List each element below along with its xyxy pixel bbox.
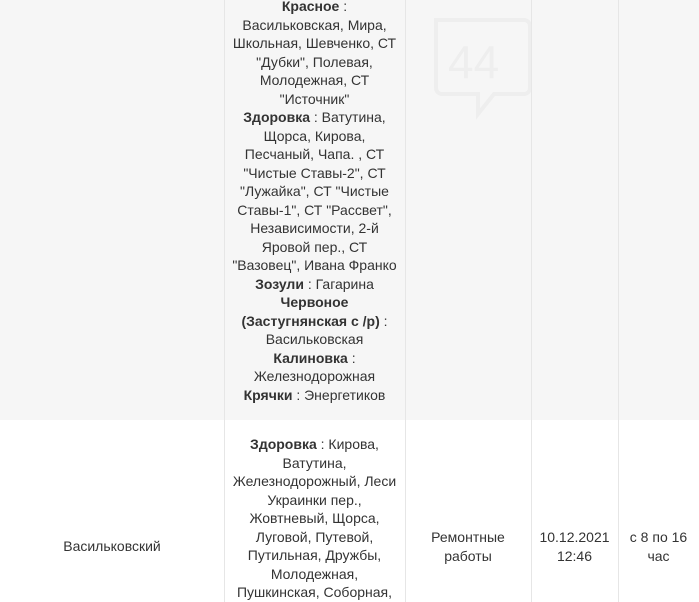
street-line xyxy=(230,349,399,368)
date-cell xyxy=(531,528,618,565)
village-name: Червоное xyxy=(280,294,349,310)
street-line xyxy=(230,435,399,454)
street-line xyxy=(230,108,399,127)
village-name: (Застугнянская с /р) xyxy=(241,312,380,329)
street-line xyxy=(230,238,399,257)
date-value: 10.12.2021 xyxy=(539,529,610,545)
district-cell xyxy=(0,537,224,556)
street-list: Луговой, Путевой, xyxy=(255,528,374,545)
street-list: Молодежная, xyxy=(270,565,359,582)
street-line xyxy=(230,16,399,35)
street-list: Песчаный, Чапа. , СТ xyxy=(244,146,385,162)
street-list: Ставы-1", СТ "Рассвет", xyxy=(237,201,392,218)
street-line xyxy=(230,546,399,565)
street-line xyxy=(230,583,399,602)
street-list: "Лужайка", СТ "Чистые xyxy=(240,183,389,199)
street-list: Жовтневый, Щорса, xyxy=(249,510,380,526)
street-line xyxy=(230,164,399,183)
street-line xyxy=(230,472,399,491)
street-line xyxy=(230,565,399,584)
street-line xyxy=(230,90,399,109)
outage-time-line: с 8 по 16 xyxy=(629,529,688,545)
watermark-logo xyxy=(428,14,699,134)
street-list: Пушкинская, Соборная, xyxy=(236,584,393,600)
street-line xyxy=(230,53,399,72)
reason-line: работы xyxy=(444,547,492,564)
street-list: : xyxy=(347,349,356,366)
street-list: Молодежная, СТ xyxy=(259,72,370,88)
streets-cell xyxy=(224,435,405,602)
street-list: Путильная, Дружбы, xyxy=(247,547,382,563)
street-list: Ватутина, xyxy=(282,454,347,471)
village-name: Зозули xyxy=(255,275,304,292)
street-line xyxy=(230,71,399,90)
street-list: Украинки пер., xyxy=(267,491,362,508)
village-name: Красное xyxy=(281,0,340,14)
street-list: : Гагарина xyxy=(303,275,374,292)
column-divider xyxy=(618,0,619,420)
street-line xyxy=(230,367,399,386)
column-divider xyxy=(531,0,532,420)
street-line xyxy=(230,293,399,312)
outage-time-cell xyxy=(618,528,699,565)
district-name: Васильковский xyxy=(63,538,161,554)
reason-cell xyxy=(405,528,531,565)
column-divider xyxy=(405,420,406,602)
street-list: Железнодорожный, Леси xyxy=(232,473,397,489)
table-row xyxy=(0,420,699,602)
street-line xyxy=(230,509,399,528)
street-list: "Вазовец", Ивана Франко xyxy=(232,257,397,273)
street-line xyxy=(230,34,399,53)
street-line xyxy=(230,330,399,349)
street-line xyxy=(230,386,399,405)
street-line xyxy=(230,0,399,16)
street-list: Независимости, 2-й xyxy=(250,220,379,236)
street-list: "Дубки", Полевая, xyxy=(256,53,373,70)
street-list: : Кирова, xyxy=(316,436,379,452)
street-line xyxy=(230,201,399,220)
street-list: Щорса, Кирова, xyxy=(263,127,366,144)
street-list: : Ватутина, xyxy=(310,109,386,125)
street-line xyxy=(230,219,399,238)
street-list: : Энергетиков xyxy=(292,386,386,403)
street-list: : xyxy=(379,312,388,329)
street-list: "Источник" xyxy=(279,90,350,107)
outage-time-line: час xyxy=(647,547,670,564)
column-divider xyxy=(405,0,406,420)
time-value: 12:46 xyxy=(556,547,593,564)
village-name: Калиновка xyxy=(273,349,348,366)
street-line xyxy=(230,491,399,510)
street-line xyxy=(230,454,399,473)
street-line xyxy=(230,528,399,547)
street-list: Железнодорожная xyxy=(253,368,376,384)
street-list: Васильковская, Мира, xyxy=(242,16,387,33)
street-list: Яровой пер., СТ xyxy=(261,238,368,255)
village-name: Здоровка xyxy=(250,436,317,452)
reason-line: Ремонтные xyxy=(431,529,505,545)
street-list: : xyxy=(339,0,348,14)
watermark-number: 44 xyxy=(448,36,500,88)
village-name: Здоровка xyxy=(243,109,310,125)
village-name: Крячки xyxy=(243,386,293,403)
street-line xyxy=(230,127,399,146)
streets-cell xyxy=(224,0,405,404)
street-line xyxy=(230,256,399,275)
street-line xyxy=(230,275,399,294)
column-divider xyxy=(531,420,532,602)
column-divider xyxy=(618,420,619,602)
street-line xyxy=(230,182,399,201)
street-list: Васильковская xyxy=(265,331,364,347)
street-list: "Чистые Ставы-2", СТ xyxy=(243,164,386,181)
street-line xyxy=(230,312,399,331)
street-line xyxy=(230,145,399,164)
street-list: Школьная, Шевченко, СТ xyxy=(232,35,397,51)
